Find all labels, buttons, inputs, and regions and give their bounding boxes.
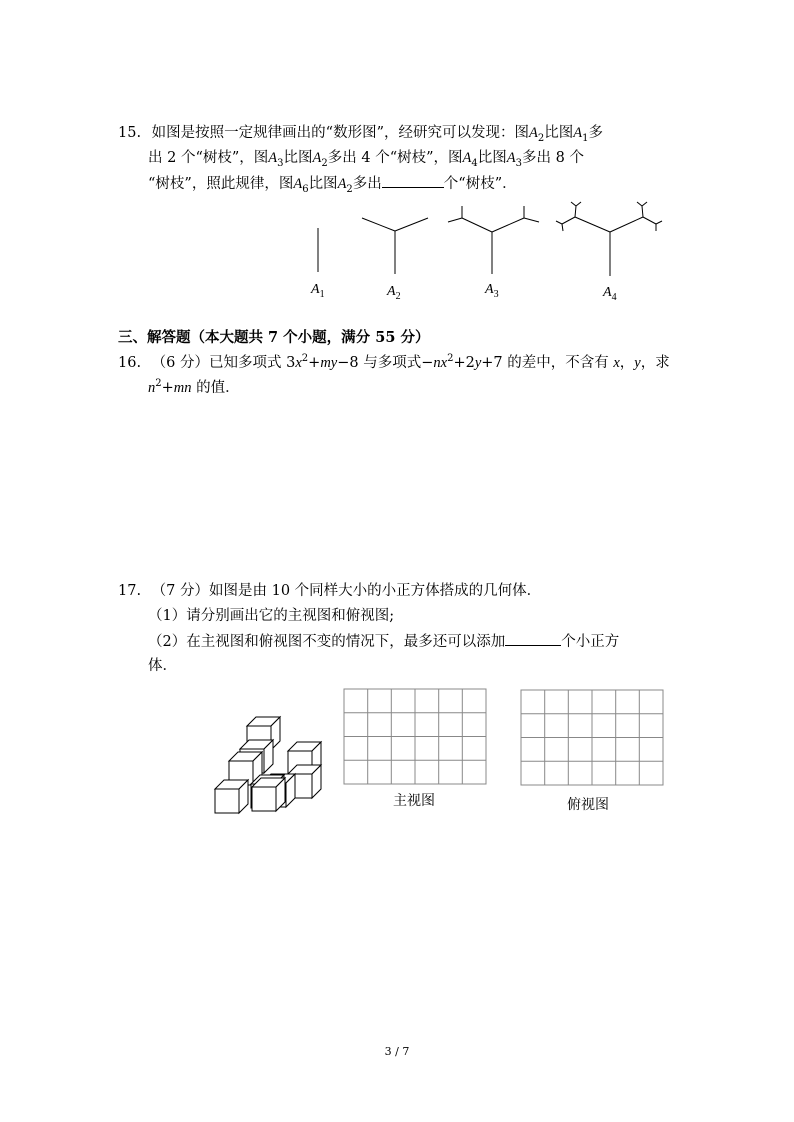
label-a2: $A_2$ [387, 284, 401, 302]
q17-line-4: 体． [148, 658, 177, 674]
label-a3: $A_3$ [485, 282, 499, 300]
page-number: 3 / 7 [384, 1045, 410, 1058]
label-a4: $A_4$ [603, 285, 617, 303]
q15-line-3: “树枝”，照此规律，图$A_6$比图$A_2$多出 个“树枝”． [148, 173, 517, 194]
top-view-caption: 俯视图 [567, 797, 609, 813]
q17-line-2: （1）请分别画出它的主视图和俯视图; [148, 608, 395, 624]
q17-number: 17. [118, 583, 142, 599]
q15-number: 15. [118, 125, 142, 141]
q17-line-1: 17. （7 分）如图是由 10 个同样大小的小正方体搭成的几何体． [118, 583, 542, 599]
q15-line-1: 15. 如图是按照一定规律画出的“数形图”，经研究可以发现：图$A_2$比图$A_1$多 [118, 125, 603, 144]
q15-line-2: 出 2 个“树枝”，图$A_3$比图$A_2$多出 4 个“树枝”，图$A_4$比图$A_3$多出 8 个 [148, 150, 584, 169]
q16-line-1: 16. （6 分）已知多项式 $3x^2+my-8$ 与多项式$-nx^2+2y+7$ 的差中，不含有 x，y，求 [118, 353, 670, 371]
section-heading: 三、解答题（本大题共 7 个小题，满分 55 分） [118, 329, 430, 346]
main-view-caption: 主视图 [393, 793, 435, 809]
q17-line-3: （2）在主视图和俯视图不变的情况下，最多还可以添加 个小正方 [148, 631, 619, 652]
label-a1: $A_1$ [311, 282, 325, 300]
q16-number: 16. [118, 355, 142, 371]
q16-line-2: $n^2+mn$ 的值． [148, 378, 240, 396]
